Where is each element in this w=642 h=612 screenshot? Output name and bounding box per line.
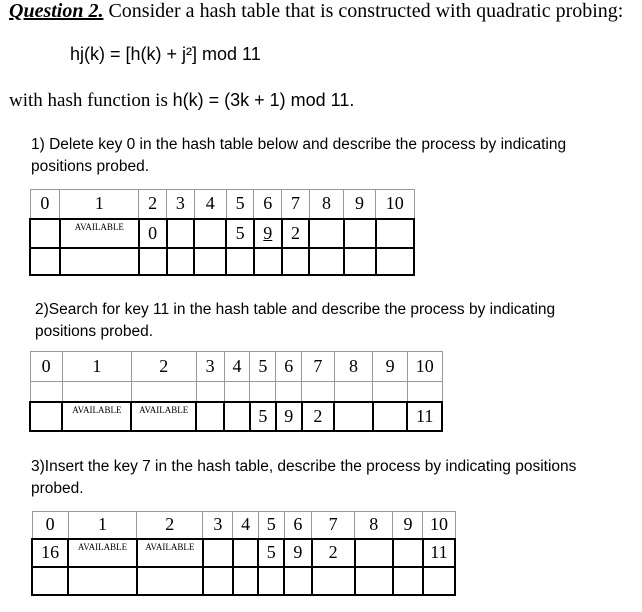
question-label: Question 2.	[9, 0, 104, 22]
table-1-index-row	[30, 190, 414, 219]
table-2-index-cell: 9	[373, 352, 408, 382]
table-3-value-cell: 2	[312, 539, 355, 567]
table-3-value-cell	[233, 539, 259, 567]
table-2-index-cell: 8	[334, 352, 373, 382]
table-1-index-cell: 7	[282, 190, 310, 219]
table-3-value-cell	[355, 539, 393, 567]
table-1-index-cell: 4	[194, 190, 226, 219]
table-2-value-cell: 5	[250, 402, 276, 431]
table-3-index-cell: 6	[284, 512, 312, 539]
table-3-value-cell: 9	[284, 539, 312, 567]
table-3-index-cell: 7	[312, 512, 355, 539]
table-1-value-cell: 2	[282, 219, 310, 248]
table-1-index-cell: 6	[254, 190, 282, 219]
table-3-value-row	[32, 539, 455, 567]
table-1-empty-row	[30, 248, 414, 275]
table-1-value-cell	[194, 219, 226, 248]
table-1-value-cell	[376, 219, 415, 248]
hash-function-prefix: with hash function is	[9, 90, 173, 111]
table-2-value-cell	[373, 402, 408, 431]
table-3-value-cell: 5	[258, 539, 284, 567]
hash-function-formula: h(k) = (3k + 1) mod 11.	[172, 90, 355, 110]
table-2-value-cell	[196, 402, 224, 431]
probing-formula: hj(k) = [h(k) + j²] mod 11	[70, 44, 261, 64]
table-1-index-cell: 2	[139, 190, 167, 219]
table-1-index-cell: 5	[226, 190, 254, 219]
table-2-value-row	[30, 402, 442, 431]
table-1-value-cell	[30, 219, 60, 248]
table-3-value-cell: AVAILABLE	[137, 539, 203, 567]
table-2-index-cell: 6	[276, 352, 302, 382]
table-1-index-cell: 9	[344, 190, 376, 219]
table-1-index-cell: 3	[167, 190, 195, 219]
table-3-index-cell: 8	[355, 512, 393, 539]
table-1-value-cell	[344, 219, 376, 248]
table-2-index-cell: 3	[196, 352, 224, 382]
table-3-value-cell: 11	[423, 539, 455, 567]
table-2-value-cell: AVAILABLE	[131, 402, 196, 431]
table-2-value-cell	[224, 402, 250, 431]
table-3-index-cell: 2	[137, 512, 203, 539]
table-3-index-cell: 10	[423, 512, 455, 539]
table-2-index-cell: 7	[302, 352, 334, 382]
table-2-spacer-row	[30, 382, 442, 402]
table-1-index-cell: 1	[60, 190, 139, 219]
table-3-empty-row	[32, 567, 455, 595]
table-2-value-cell	[334, 402, 373, 431]
question-intro: Consider a hash table that is constructed with quadratic probing:	[103, 0, 624, 22]
task-3-text: 3)Insert the key 7 in the hash table, describe the process by indicating positions probed.	[31, 458, 577, 497]
task-2-text: 2)Search for key 11 in the hash table and describe the process by indicating positions probed.	[35, 301, 556, 340]
table-3-value-cell: AVAILABLE	[68, 539, 136, 567]
table-3-index-cell: 0	[32, 512, 68, 539]
table-1-index-cell: 8	[309, 190, 343, 219]
table-2-index-cell: 4	[224, 352, 250, 382]
table-2-value-cell: 9	[276, 402, 302, 431]
table-2-index-cell: 5	[250, 352, 276, 382]
table-3-value-cell	[393, 539, 423, 567]
table-2-value-cell	[30, 402, 62, 431]
table-2-value-cell: 11	[407, 402, 442, 431]
hash-table-1	[29, 189, 415, 276]
table-1-value-cell: 9	[254, 219, 282, 248]
table-1-index-cell: 10	[376, 190, 415, 219]
table-3-index-cell: 5	[258, 512, 284, 539]
table-3-index-cell: 3	[203, 512, 233, 539]
table-1-value-cell: 5	[226, 219, 254, 248]
hash-table-2	[29, 351, 443, 432]
hash-function-line	[9, 90, 354, 112]
task-1-text: 1) Delete key 0 in the hash table below and describe the process by indicating positions probed.	[31, 136, 567, 175]
table-1-value-row	[30, 219, 414, 248]
table-2-value-cell: AVAILABLE	[62, 402, 131, 431]
table-3-index-cell: 1	[68, 512, 136, 539]
table-2-index-row	[30, 352, 442, 382]
table-2-index-cell: 0	[30, 352, 62, 382]
table-1-value-cell	[309, 219, 343, 248]
table-1-value-cell: AVAILABLE	[60, 219, 139, 248]
table-3-value-cell	[203, 539, 233, 567]
table-2-index-cell: 1	[62, 352, 131, 382]
table-2-index-cell: 2	[131, 352, 196, 382]
hash-table-3	[31, 511, 456, 596]
table-2-index-cell: 10	[407, 352, 442, 382]
table-3-index-row	[32, 512, 455, 539]
table-3-index-cell: 4	[233, 512, 259, 539]
table-3-index-cell: 9	[393, 512, 423, 539]
table-2-value-cell: 2	[302, 402, 334, 431]
question-heading	[9, 0, 623, 23]
table-1-value-cell: 0	[139, 219, 167, 248]
table-3-value-cell: 16	[32, 539, 68, 567]
table-1-index-cell: 0	[30, 190, 60, 219]
table-1-value-cell	[167, 219, 195, 248]
